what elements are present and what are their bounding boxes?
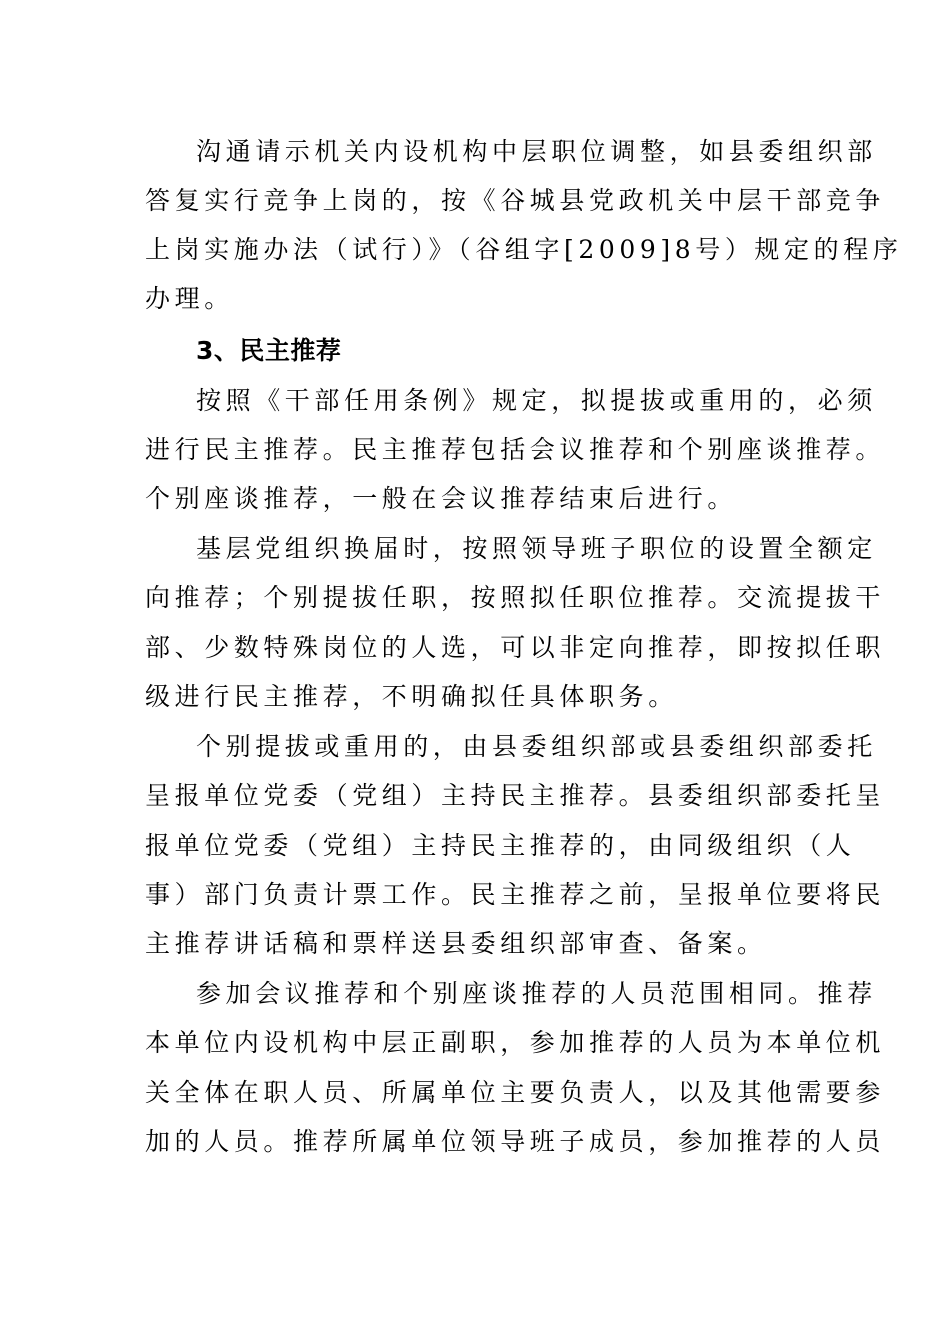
paragraph-line: 进行民主推荐。民主推荐包括会议推荐和个别座谈推荐。: [145, 435, 886, 464]
paragraph-line: 主推荐讲话稿和票样送县委组织部审查、备案。: [145, 929, 767, 958]
paragraph-line: 向推荐；个别提拔任职，按照拟任职位推荐。交流提拔干: [145, 583, 886, 612]
paragraph-line: 事）部门负责计票工作。民主推荐之前，呈报单位要将民: [145, 880, 886, 909]
paragraph-line: 个别座谈推荐，一般在会议推荐结束后进行。: [145, 484, 738, 513]
paragraph-line: 上岗实施办法（试行）》（谷组字[2009]8号）规定的程序: [145, 235, 903, 264]
paragraph-line: 呈报单位党委（党组）主持民主推荐。县委组织部委托呈: [145, 781, 886, 810]
paragraph-line: 级进行民主推荐，不明确拟任具体职务。: [145, 682, 678, 711]
section-heading: 3、民主推荐: [196, 336, 342, 365]
paragraph-line: 答复实行竞争上岗的，按《谷城县党政机关中层干部竞争: [145, 186, 886, 215]
paragraph-line: 加的人员。推荐所属单位领导班子成员，参加推荐的人员: [145, 1127, 886, 1156]
paragraph-line: 关全体在职人员、所属单位主要负责人，以及其他需要参: [145, 1078, 886, 1107]
paragraph-line: 参加会议推荐和个别座谈推荐的人员范围相同。推荐: [196, 979, 877, 1008]
paragraph-line: 个别提拔或重用的，由县委组织部或县委组织部委托: [196, 732, 877, 761]
paragraph-line: 按照《干部任用条例》规定，拟提拔或重用的，必须: [196, 386, 877, 415]
paragraph-line: 报单位党委（党组）主持民主推荐的，由同级组织（人: [145, 831, 856, 860]
paragraph-line: 沟通请示机关内设机构中层职位调整，如县委组织部: [196, 137, 877, 166]
paragraph-line: 本单位内设机构中层正副职，参加推荐的人员为本单位机: [145, 1028, 886, 1057]
paragraph-line: 部、少数特殊岗位的人选，可以非定向推荐，即按拟任职: [145, 633, 886, 662]
paragraph-line: 办理。: [145, 284, 234, 313]
paragraph-line: 基层党组织换届时，按照领导班子职位的设置全额定: [196, 534, 877, 563]
